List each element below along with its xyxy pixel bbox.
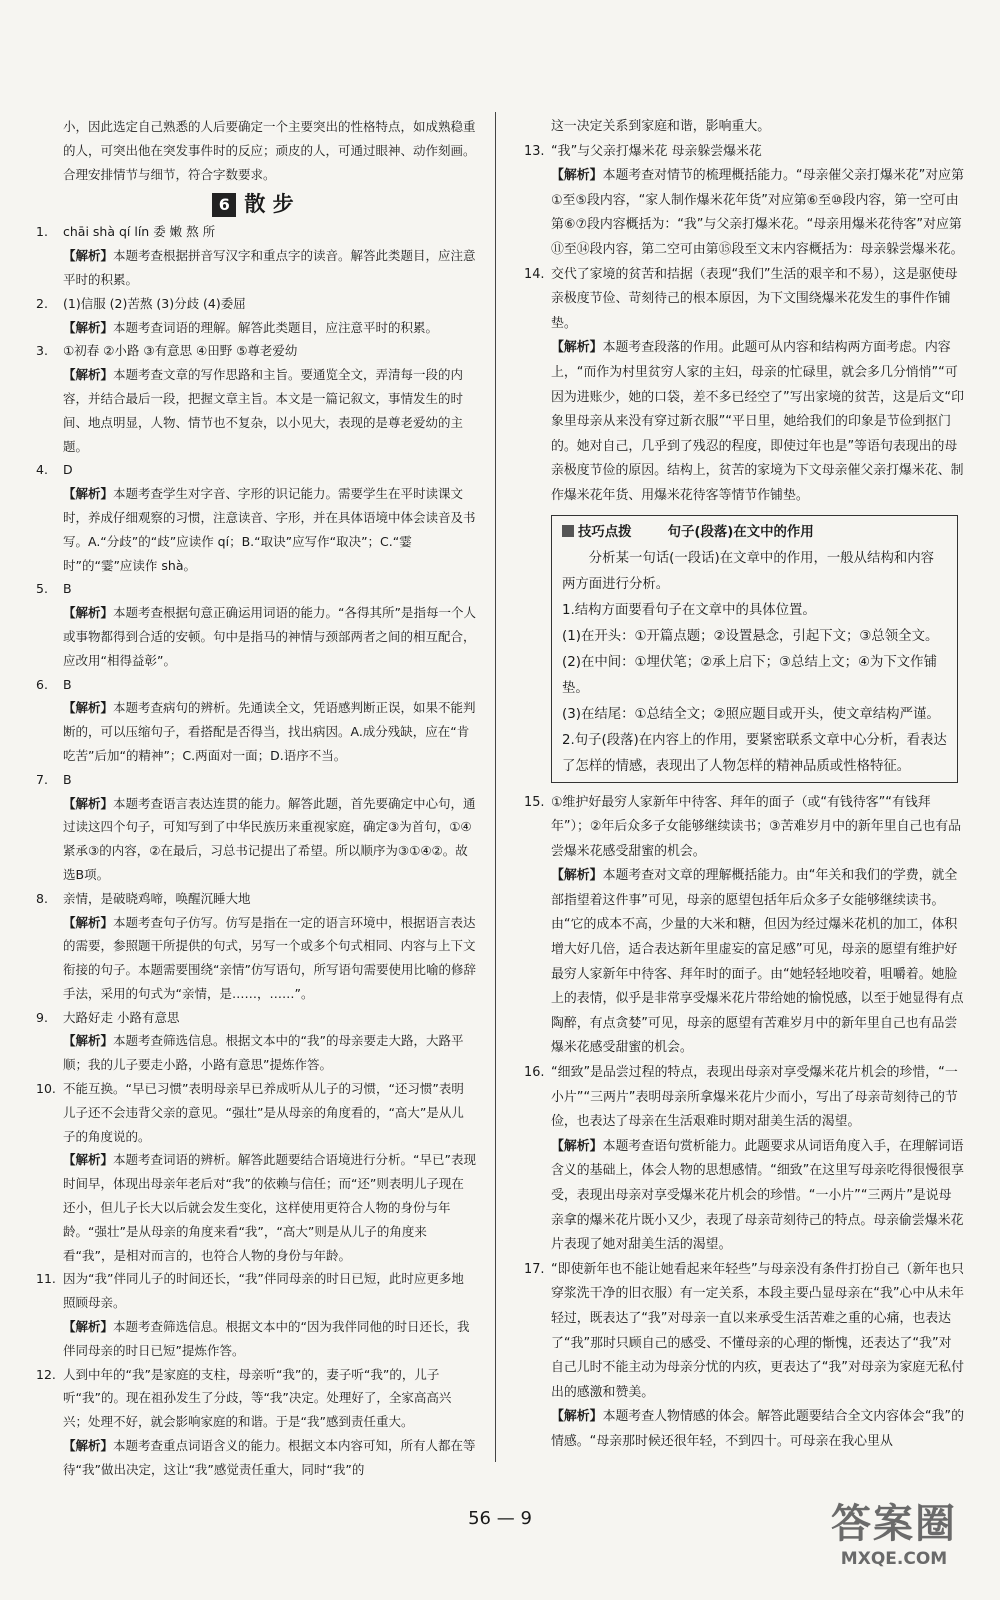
analysis-paragraph: [551, 164, 964, 262]
answer-item: [30, 1267, 476, 1362]
question-number: 5.: [36, 581, 48, 597]
analysis-paragraph: [63, 363, 476, 458]
column-divider: [495, 112, 496, 1462]
analysis-text: 本题考查词语的理解。解答此类题目，应注意平时的积累。: [113, 319, 439, 335]
question-number: 14.: [524, 266, 545, 282]
analysis-paragraph: [63, 316, 476, 340]
answer-text: chāi shà qí lín 委 嫩 熬 所: [63, 224, 216, 240]
answer-text: ①维护好最穷人家新年中待客、拜年的面子（或“有钱待客”“有钱拜年”）；②年后众多子女能够继续读书；③苦难岁月中的新年里自己也有品尝爆米花感受甜蜜的机会。: [551, 794, 962, 859]
answer-text: “即使新年也不能让她看起来年轻些”与母亲没有条件打扮自己（新年也只穿浆洗干净的旧衣服）有一定关系，本段主要凸显母亲在“我”心中从未年轻过，既表达了“我”对母亲一直以来承受生活苦难之重的心痛，也表达了“我”那时只顾自己的感受、不懂母亲的心理的惭愧，还表达了“我”对自己儿时不能主动为母亲分忧的内疚，更表达了“我”对母亲为家庭无私付出的感激和赞美。: [551, 1261, 964, 1400]
answer-item: [30, 577, 476, 672]
analysis-tag: 【解析】: [63, 1438, 114, 1454]
section-title-text: 散 步: [244, 192, 294, 217]
answer-text: B: [63, 771, 72, 787]
analysis-paragraph: [551, 1405, 964, 1454]
analysis-tag: 【解析】: [63, 914, 114, 930]
tip-line: 1.结构方面要看句子在文章中的具体位置。: [562, 602, 816, 618]
answer-item: [518, 263, 964, 509]
analysis-text: 本题考查对文章的理解概括能力。由“年关和我们的学费，就全部指望着这件事”可见，母亲的愿望包括年后众多子女能够继续读书。由“它的成本不高，少量的大米和糖，但因为经过爆米花机的加工，体积增大好几倍，适合表达新年里虚妄的富足感”可见，母亲的愿望有维护好最穷人家新年中待客、拜年时的面子。由“她轻轻地咬着，咀嚼着。她脸上的表情，似乎是非常享受爆米花片带给她的愉悦感，以至于她显得有点陶醉，有点贪婪”可见，母亲的愿望有苦难岁月中的新年里自己也有品尝爆米花感受甜蜜的机会。: [551, 868, 964, 1056]
analysis-paragraph: [63, 792, 476, 887]
tip-lines: [562, 546, 947, 780]
analysis-tag: 【解析】: [63, 795, 114, 811]
answer-text: 交代了家境的贫苦和拮据（表现“我们”生活的艰辛和不易），这是驱使母亲极度节俭、苛刻待己的根本原因，为下文围绕爆米花发生的事件作铺垫。: [551, 266, 958, 331]
analysis-text: 本题考查人物情感的体会。解答此题要结合全文内容体会“我”的情感。“母亲那时候还很年轻，不到四十。可母亲在我心里从: [551, 1409, 964, 1449]
analysis-text: 本题考查重点词语含义的能力。根据文本内容可知，所有人都在等待“我”做出决定，这让“我”感觉责任重大，同时“我”的: [63, 1438, 476, 1477]
question-number: 9.: [36, 1009, 48, 1025]
tip-line: 分析某一句话(一段话)在文章中的作用，一般从结构和内容两方面进行分析。: [562, 550, 935, 592]
analysis-paragraph: [63, 1315, 476, 1363]
question-number: 4.: [36, 462, 48, 478]
answer-text: D: [63, 462, 73, 478]
analysis-paragraph: [63, 1029, 476, 1077]
right-intro: 这一决定关系到家庭和谐，影响重大。: [551, 119, 771, 134]
answer-item: [30, 673, 476, 768]
analysis-tag: 【解析】: [551, 1409, 603, 1425]
question-number: 3.: [36, 343, 48, 359]
answer-text: (1)信服 (2)苦熬 (3)分歧 (4)委屈: [63, 295, 246, 311]
analysis-tag: 【解析】: [63, 1319, 114, 1335]
tip-line: (3)在结尾：①总结全文；②照应题目或开头，使文章结构严谨。: [562, 706, 940, 722]
analysis-tag: 【解析】: [551, 868, 603, 884]
analysis-paragraph: [63, 696, 476, 767]
analysis-paragraph: [551, 336, 964, 508]
tip-box: [551, 515, 958, 783]
tip-icon: [562, 525, 574, 537]
answer-item: [30, 220, 476, 291]
answer-item: [30, 1006, 476, 1077]
analysis-text: 本题考查句子仿写。仿写是指在一定的语言环境中，根据语言表达的需要，参照题干所提供的句式，另写一个或多个句式相同、内容与上下文衔接的句子。本题需要围绕“亲情”仿写语句，所写语句需要使用比喻的修辞手法，采用的句式为“亲情，是……，……”。: [63, 914, 476, 1001]
analysis-text: 本题考查筛选信息。根据文本中的“我”的母亲要走大路，大路平顺；我的儿子要走小路，小路有意思”提炼作答。: [63, 1033, 464, 1073]
answer-item: [30, 1077, 476, 1267]
analysis-paragraph: [551, 1135, 964, 1258]
question-number: 12.: [36, 1366, 56, 1382]
tip-label: 技巧点拨: [578, 524, 632, 540]
tip-line: (2)在中间：①埋伏笔；②承上启下；③总结上文；④为下文作铺垫。: [562, 654, 937, 696]
analysis-tag: 【解析】: [63, 486, 114, 502]
analysis-tag: 【解析】: [63, 605, 114, 621]
analysis-text: 本题考查段落的作用。此题可从内容和结构两方面考虑。内容上，“而作为村里贫穷人家的主妇，母亲的忙碌里，就会多几分悄悄”“可因为进账少，她的口袋，差不多已经空了”写出家境的贫苦，这是后文“印象里母亲从来没有穿过新衣服”“平日里，她给我们的印象是节俭到抠门的。她对自己，几乎到了残忍的程度，即使过年也是”等语句表现出的母亲极度节俭的原因。结构上，贫苦的家境为下文母亲催父亲打爆米花、制作爆米花年货、用爆米花待客等情节作铺垫。: [551, 340, 964, 503]
analysis-text: 本题考查文章的写作思路和主旨。要通览全文，弄清每一段的内容，并结合最后一段，把握文章主旨。本文是一篇记叙文，事情发生的时间、地点明显，人物、情节也不复杂，以小见大，表现的是尊老爱幼的主题。: [63, 367, 464, 454]
question-number: 10.: [36, 1081, 56, 1097]
question-number: 8.: [36, 890, 48, 906]
right-answer-list: [518, 140, 964, 509]
question-number: 11.: [36, 1271, 56, 1287]
question-number: 16.: [524, 1065, 545, 1081]
answer-item: [518, 140, 964, 263]
section-title: [30, 188, 476, 220]
question-number: 6.: [36, 676, 48, 692]
answer-text: “细致”是品尝过程的特点，表现出母亲对享受爆米花片机会的珍惜，“一小片”“三两片”表明母亲所拿爆米花片少而小，写出了母亲苛刻待己的节俭，也表达了母亲在生活艰难时期对甜美生活的渴望。: [551, 1065, 958, 1130]
analysis-text: 本题考查语言表达连贯的能力。解答此题，首先要确定中心句，通过读这四个句子，可知写到了中华民族历来重视家庭，确定③为首句，①④紧承③的内容，②在最后，习总书记提出了希望。所以顺序为③①④②。故选B项。: [63, 795, 476, 882]
analysis-tag: 【解析】: [551, 340, 603, 356]
answer-text: 人到中年的“我”是家庭的支柱，母亲听“我”的，妻子听“我”的，儿子听“我”的。现在祖孙发生了分歧，等“我”决定。处理好了，全家高高兴兴；处理不好，就会影响家庭的和谐。于是“我”感到责任重大。: [63, 1366, 452, 1430]
analysis-tag: 【解析】: [63, 1033, 114, 1049]
question-number: 7.: [36, 771, 48, 787]
question-number: 17.: [524, 1261, 545, 1277]
answer-item: [30, 768, 476, 887]
analysis-tag: 【解析】: [63, 248, 114, 264]
watermark-logo: [814, 1500, 974, 1580]
answer-item: [30, 458, 476, 577]
analysis-paragraph: [63, 1148, 476, 1267]
answer-item: [518, 791, 964, 1062]
analysis-tag: 【解析】: [551, 1138, 603, 1154]
analysis-paragraph: [551, 864, 964, 1061]
analysis-paragraph: [63, 482, 476, 577]
tip-line: 2.句子(段落)在内容上的作用，要紧密联系文章中心分析，看表达了怎样的情感，表现出了人物怎样的精神品质或性格特征。: [562, 732, 947, 774]
answer-text: 大路好走 小路有意思: [63, 1009, 180, 1025]
answer-text: 不能互换。“早已习惯”表明母亲早已养成听从儿子的习惯，“还习惯”表明儿子还不会违背父亲的意见。“强壮”是从母亲的角度看的，“高大”是从儿子的角度说的。: [63, 1081, 464, 1144]
left-answer-list: [30, 220, 476, 1481]
answer-item: [30, 887, 476, 1006]
question-number: 1.: [36, 224, 48, 240]
question-number: 15.: [524, 794, 545, 810]
analysis-tag: 【解析】: [63, 1152, 114, 1168]
answer-text: ①初春 ②小路 ③有意思 ④田野 ⑤尊老爱幼: [63, 343, 298, 359]
watermark-logo-text: 答案圈: [831, 1501, 957, 1547]
tip-title: 句子(段落)在文中的作用: [667, 524, 814, 540]
question-number: 13.: [524, 143, 545, 159]
right-column: [518, 115, 964, 1455]
analysis-paragraph: [63, 244, 476, 292]
analysis-text: 本题考查语句赏析能力。此题要求从词语角度入手，在理解词语含义的基础上，体会人物的思想感情。“细致”在这里写母亲吃得很慢很享受，表现出母亲对享受爆米花片机会的珍惜。“一小片”“三两片”是说母亲拿的爆米花片既小又少，表现了母亲苛刻待己的特点。母亲偷尝爆米花片表现了她对甜美生活的渴望。: [551, 1138, 964, 1253]
tip-line: (1)在开头：①开篇点题；②设置悬念，引起下文；③总领全文。: [562, 628, 939, 644]
answer-text: B: [63, 676, 72, 692]
analysis-paragraph: [63, 601, 476, 672]
watermark-logo-url: MXQE.COM: [840, 1549, 948, 1569]
analysis-text: 本题考查学生对字音、字形的识记能力。需要学生在平时读课文时，养成仔细观察的习惯，注意读音、字形，并在具体语境中体会读音及书写。A.“分歧”的“歧”应读作 qí；B.“取诀”应写作“取决”；C.“霎时”的“霎”应读作 shà。: [63, 486, 476, 573]
answer-text: 亲情，是破晓鸡啼，唤醒沉睡大地: [63, 890, 251, 906]
answer-text: 因为“我”伴同儿子的时间还长，“我”伴同母亲的时日已短，此时应更多地照顾母亲。: [63, 1271, 464, 1311]
analysis-paragraph: [63, 911, 476, 1006]
analysis-text: 本题考查根据句意正确运用词语的能力。“各得其所”是指每一个人或事物都得到合适的安顿。句中是指马的神情与颈部两者之间的相互配合，应改用“相得益彰”。: [63, 605, 476, 668]
analysis-text: 本题考查对情节的梳理概括能力。“母亲催父亲打爆米花”对应第①至⑤段内容，“家人制作爆米花年货”对应第⑥至⑩段内容，第一空可由第⑥⑦段内容概括为：“我”与父亲打爆米花。“母亲用爆米花待客”对应第⑪至⑭段内容，第二空可由第⑮段至文末内容概括为：母亲躲尝爆米花。: [551, 168, 964, 257]
answer-item: [30, 292, 476, 340]
answer-item: [518, 1061, 964, 1258]
answer-text: B: [63, 581, 72, 597]
answer-item: [30, 1363, 476, 1482]
analysis-text: 本题考查根据拼音写汉字和重点字的读音。解答此类题目，应注意平时的积累。: [63, 248, 476, 287]
left-intro: 小，因此选定自己熟悉的人后要确定一个主要突出的性格特点，如成熟稳重的人，可突出他在突发事件时的反应；顽皮的人，可通过眼神、动作刻画。合理安排情节与细节，符合字数要求。: [63, 119, 476, 182]
answer-item: [518, 1258, 964, 1455]
answer-item: [30, 339, 476, 458]
section-number-badge: 6: [212, 193, 236, 217]
analysis-tag: 【解析】: [551, 168, 603, 184]
analysis-text: 本题考查病句的辨析。先通读全文，凭语感判断正误，如果不能判断的，可以压缩句子，看搭配是否得当，找出病因。A.成分残缺，应在“肯吃苦”后加“的精神”；C.两面对一面；D.语序不当。: [63, 700, 476, 763]
answer-text: “我”与父亲打爆米花 母亲躲尝爆米花: [551, 143, 762, 159]
analysis-text: 本题考查筛选信息。根据文本中的“因为我伴同他的时日还长，我伴同母亲的时日已短”提炼作答。: [63, 1319, 470, 1358]
analysis-tag: 【解析】: [63, 367, 114, 383]
page-number: 56 — 9: [468, 1508, 532, 1529]
right-answer-list-2: [518, 791, 964, 1455]
analysis-text: 本题考查词语的辨析。解答此题要结合语境进行分析。“早已”表现时间早，体现出母亲年老后对“我”的依赖与信任；而“还”则表明儿子现在还小，但儿子长大以后就会发生变化，这样使用更符合人物的身份与年龄。“强壮”是从母亲的角度来看“我”，“高大”则是从儿子的角度来看“我”，是相对而言的，也符合人物的身份与年龄。: [63, 1152, 476, 1263]
analysis-tag: 【解析】: [63, 700, 114, 716]
analysis-paragraph: [63, 1434, 476, 1482]
tip-header: [562, 520, 947, 546]
left-column: [30, 115, 476, 1482]
question-number: 2.: [36, 295, 48, 311]
analysis-tag: 【解析】: [63, 319, 114, 335]
